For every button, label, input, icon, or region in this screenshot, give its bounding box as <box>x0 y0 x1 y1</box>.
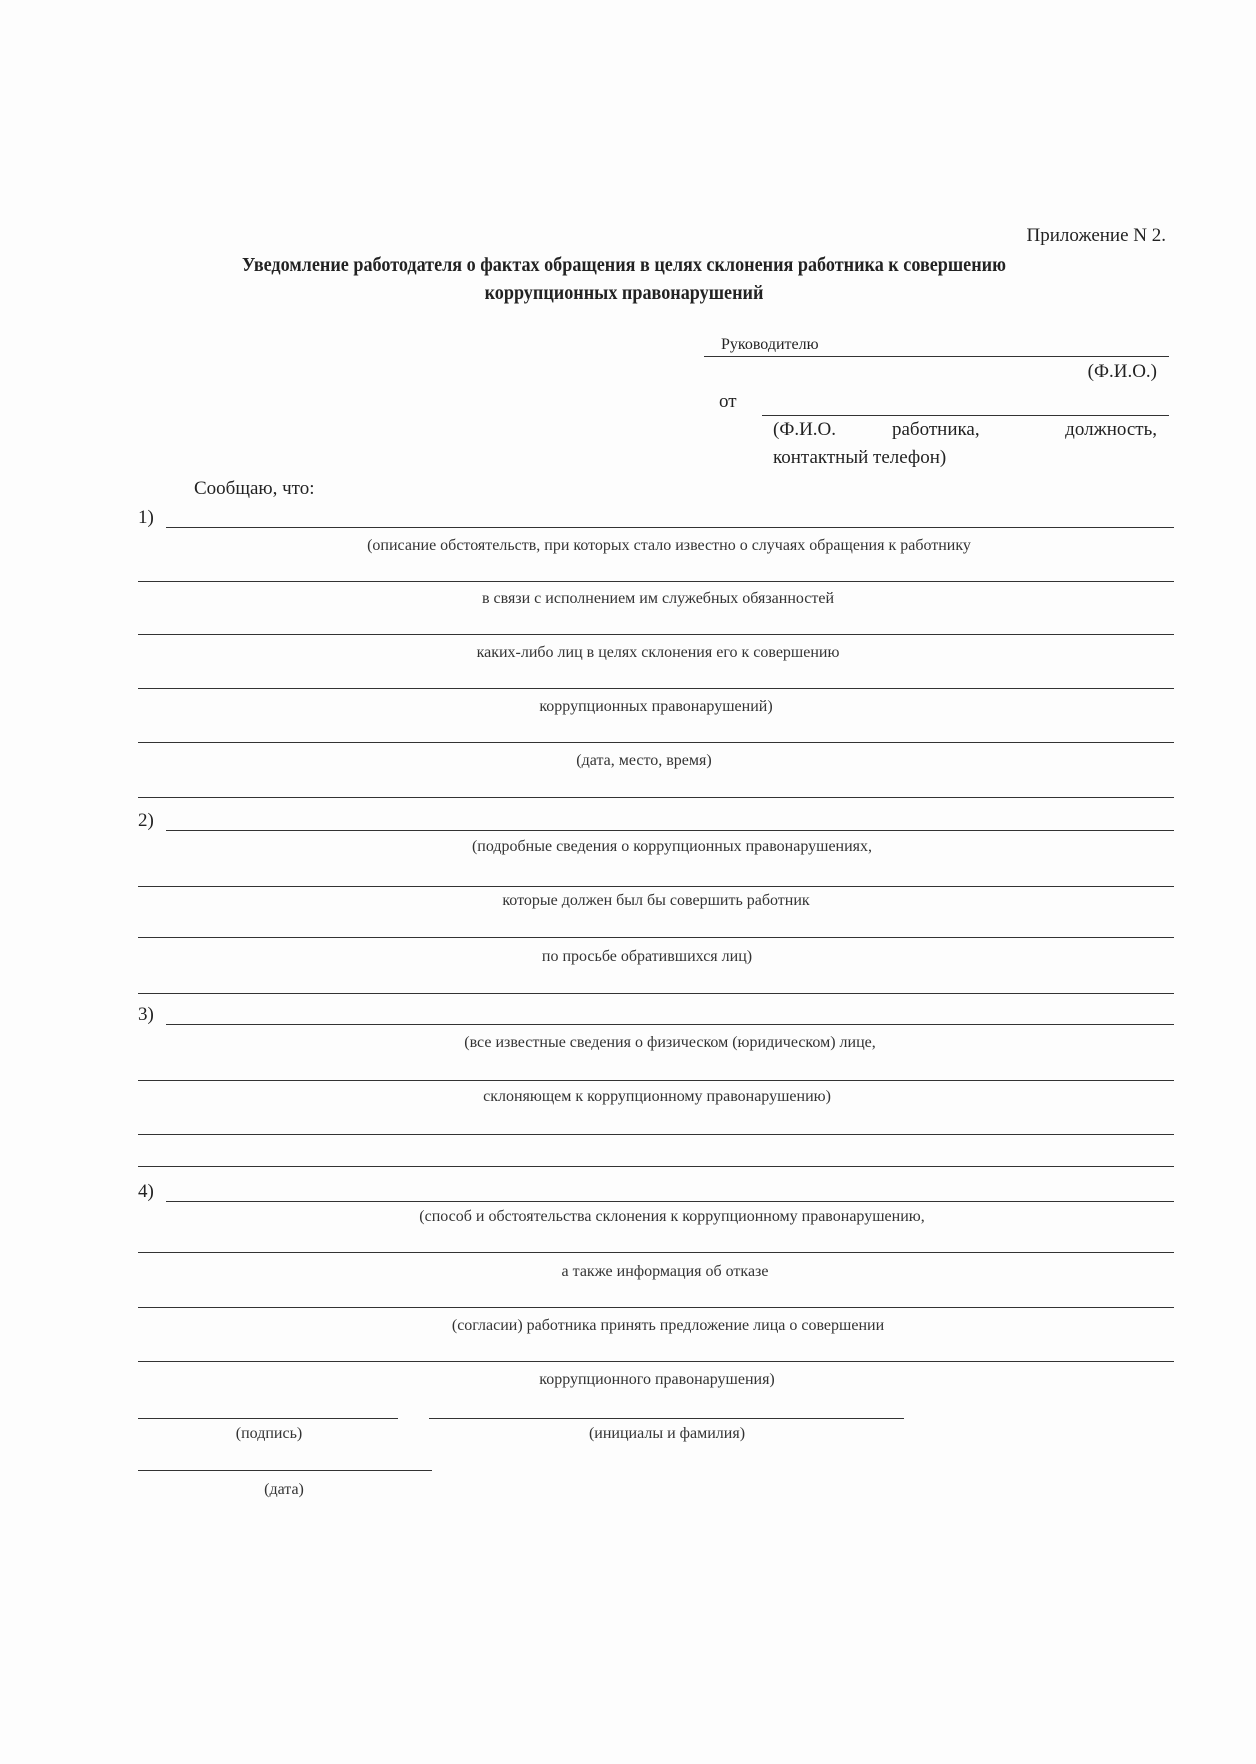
addressee-hint: (Ф.И.О.) <box>1087 361 1157 382</box>
item-number-1: 1) <box>138 507 154 528</box>
sender-hint-line2: контактный телефон) <box>773 447 947 468</box>
appendix-label: Приложение N 2. <box>1026 225 1166 246</box>
item-2-caption: (подробные сведения о коррупционных правонарушениях, <box>471 838 873 855</box>
addressee-label: Руководителю <box>721 336 819 353</box>
item-3-field-line[interactable] <box>138 1080 1174 1081</box>
item-1-field-line[interactable] <box>138 797 1174 798</box>
document-title-line-2: коррупционных правонарушений <box>484 283 764 304</box>
item-4-caption: (согласии) работника принять предложение лица о совершении <box>451 1317 885 1334</box>
sender-field[interactable] <box>762 415 1169 416</box>
document-title-line-1: Уведомление работодателя о фактах обращения в целях склонения работника к совершению <box>242 255 1006 276</box>
sender-hint-part2: работника, <box>892 419 980 440</box>
item-number-3: 3) <box>138 1004 154 1025</box>
item-2-caption: которые должен был бы совершить работник <box>502 892 810 909</box>
signature-field[interactable] <box>138 1418 398 1419</box>
intro-text: Сообщаю, что: <box>194 478 315 499</box>
item-3-field-line[interactable] <box>138 1134 1174 1135</box>
item-1-field-line[interactable] <box>166 527 1174 528</box>
item-1-caption: коррупционных правонарушений) <box>539 698 773 715</box>
name-field[interactable] <box>429 1418 904 1419</box>
item-1-caption: каких-либо лиц в целях склонения его к совершению <box>476 644 840 661</box>
item-3-caption: склоняющем к коррупционному правонарушению) <box>483 1088 831 1105</box>
date-hint: (дата) <box>264 1481 304 1498</box>
item-4-caption: коррупционного правонарушения) <box>539 1371 775 1388</box>
item-1-caption: (описание обстоятельств, при которых стало известно о случаях обращения к работнику <box>367 537 971 554</box>
item-number-4: 4) <box>138 1181 154 1202</box>
item-1-field-line[interactable] <box>138 688 1174 689</box>
from-label: от <box>719 391 737 412</box>
item-4-field-line[interactable] <box>138 1307 1174 1308</box>
item-2-caption: по просьбе обратившихся лиц) <box>541 948 753 965</box>
item-2-field-line[interactable] <box>138 886 1174 887</box>
item-1-field-line[interactable] <box>138 581 1174 582</box>
item-4-field-line[interactable] <box>138 1252 1174 1253</box>
item-1-caption: в связи с исполнением им служебных обязанностей <box>481 590 835 607</box>
addressee-name-field[interactable] <box>704 356 1169 357</box>
sender-hint-part1: (Ф.И.О. <box>773 419 837 440</box>
item-3-caption: (все известные сведения о физическом (юридическом) лице, <box>464 1034 876 1051</box>
item-4-field-line[interactable] <box>138 1361 1174 1362</box>
item-number-2: 2) <box>138 810 154 831</box>
signature-hint: (подпись) <box>235 1425 303 1442</box>
item-2-field-line[interactable] <box>166 830 1174 831</box>
item-1-field-line[interactable] <box>138 634 1174 635</box>
item-3-field-line[interactable] <box>138 1166 1174 1167</box>
item-1-caption: (дата, место, время) <box>576 752 712 769</box>
date-field[interactable] <box>138 1470 432 1471</box>
name-hint: (инициалы и фамилия) <box>588 1425 746 1442</box>
item-3-field-line[interactable] <box>166 1024 1174 1025</box>
item-4-caption: (способ и обстоятельства склонения к коррупционному правонарушению, <box>419 1208 925 1225</box>
item-1-field-line[interactable] <box>138 742 1174 743</box>
item-4-caption: а также информация об отказе <box>561 1263 769 1280</box>
item-2-field-line[interactable] <box>138 993 1174 994</box>
sender-hint-part3: должность, <box>1065 419 1157 440</box>
item-4-field-line[interactable] <box>166 1201 1174 1202</box>
item-2-field-line[interactable] <box>138 937 1174 938</box>
